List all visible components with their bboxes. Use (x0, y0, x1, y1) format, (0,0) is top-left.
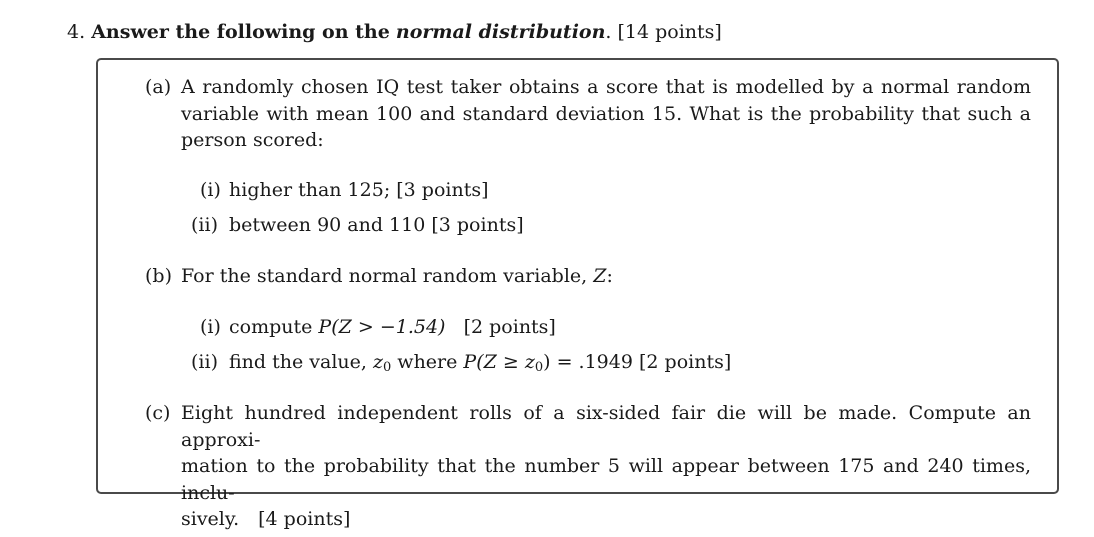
question-title-emphasis: normal distribution (395, 21, 606, 43)
part-c-label: (c) (145, 402, 171, 424)
part-b-text-prefix: For the standard normal random variable, (181, 265, 594, 287)
part-a-line: A randomly chosen IQ test taker obtains a score that is modelled by a normal random (181, 76, 1031, 98)
part-b-i-points: [2 points] (463, 316, 556, 338)
part-b-i-text (229, 314, 556, 340)
part-b-ii-points: [2 points] (638, 351, 732, 373)
part-b-text (181, 263, 613, 289)
part-a-line: person scored: (181, 129, 324, 151)
part-b-i-expression: P(Z > −1.54) (318, 316, 446, 338)
part-b-i-prefix: compute (229, 316, 319, 338)
question-title: Answer the following on the (91, 21, 390, 43)
part-b-ii-expression: P(Z ≥ z (463, 351, 535, 373)
part-a-label: (a) (145, 76, 172, 98)
part-b-label: (b) (145, 265, 172, 287)
part-b-ii-text (229, 349, 731, 381)
question-points: [14 points] (617, 21, 722, 43)
part-b-ii-label: (ii) (191, 351, 218, 373)
part-b-ii-mid: where (391, 351, 464, 373)
part-b-text-suffix: : (606, 265, 613, 287)
part-c-line: mation to the probability that the number 5 will appear between 175 and 240 times, inclu- (181, 455, 1031, 504)
part-c-line: Eight hundred independent rolls of a six-sided fair die will be made. Compute an approxi- (181, 402, 1031, 451)
part-a-i-text: higher than 125; [3 points] (229, 179, 489, 201)
part-b-i-label: (i) (200, 316, 221, 338)
part-c-line: sively. [4 points] (181, 508, 351, 530)
part-b-ii-expression-subscript: 0 (534, 360, 544, 375)
part-a-text (181, 74, 1031, 154)
part-b-ii-variable: z (372, 351, 383, 373)
question-heading (67, 19, 722, 45)
part-b-ii-prefix: find the value, (229, 351, 373, 373)
part-c-text (181, 400, 1031, 533)
part-a-ii-text: between 90 and 110 [3 points] (229, 214, 524, 236)
part-a-ii-label: (ii) (191, 214, 218, 236)
question-title-period: . (605, 21, 612, 43)
question-number: 4. (67, 21, 86, 43)
part-a-line: variable with mean 100 and standard deviation 15. What is the probability that such a (181, 102, 1031, 125)
part-a-i-label: (i) (200, 179, 221, 201)
part-b-variable: Z (593, 265, 607, 287)
part-b-ii-variable-subscript: 0 (382, 360, 392, 375)
part-b-ii-expression-end: ) = .1949 (543, 351, 633, 373)
